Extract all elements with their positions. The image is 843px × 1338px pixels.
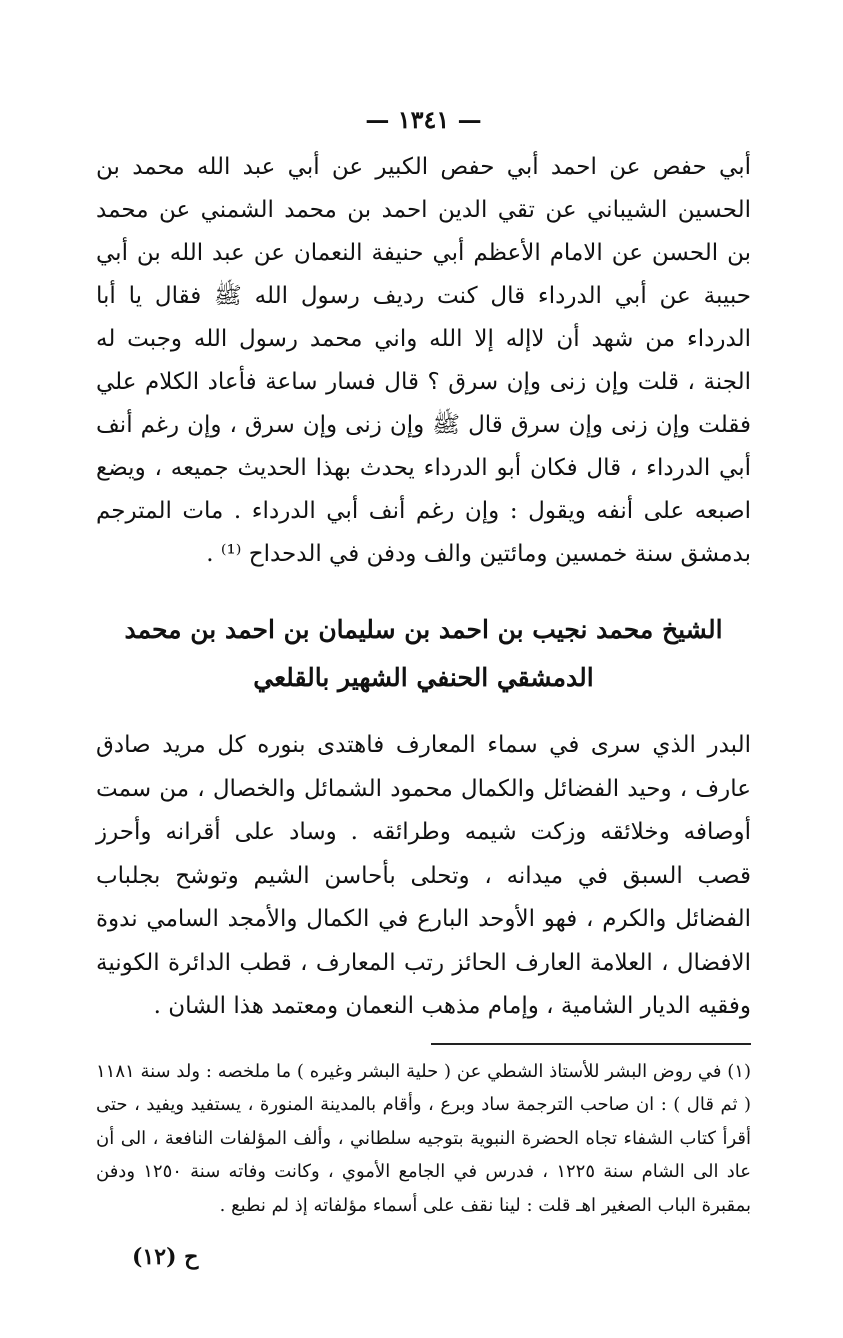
footnote: (١) في روض البشر للأستاذ الشطي عن ( حلية البشر وغيره ) ما ملخصه : ولد سنة ١١٨١ ( ثم قال ) : ان صاحب الترجمة ساد وبرع ، وأقام بالمدينة المنورة ، يستفيد ويفيد ، حتى أقرأ كتاب الشفاء تجاه الحضرة النبوية بتوجيه سلطاني ، وألف المؤلفات النافعة ، الى أن عاد الى الشام سنة ١٢٢٥ ، فدرس في الجامع الأموي ، وكانت وفاته سنة ١٢٥٠ ودفن بمقبرة الباب الصغير اهـ قلت : لينا نقف على أسماء مؤلفاته إذ لم نطبع .	[96, 1060, 751, 1216]
heading-line-name: الشيخ محمد نجيب بن احمد بن سليمان بن احمد بن محمد	[124, 615, 723, 644]
biography-heading	[96, 606, 751, 702]
paragraph-biography: البدر الذي سرى في سماء المعارف فاهتدى بنوره كل مريد صادق عارف ، وحيد الفضائل والكمال محمود الشمائل والخصال ، من سمت أوصافه وخلائقه وزكت شيمه وطرائقه . وساد على أقرانه وأحرز قصب السبق في ميدانه ، وتحلى بأحاسن الشيم وتوشح بجلباب الفضائل والكرم ، فهو الأوحد البارع في الكمال والأمجد السامي ندوة الافضال ، العلامة العارف الحائز رتب المعارف ، قطب الدائرة الكونية وفقيه الديار الشامية ، وإمام مذهب النعمان ومعتمد هذا الشان .	[96, 732, 752, 1019]
signature-mark: ح (١٢)	[132, 1244, 199, 1270]
footnote-divider	[431, 1043, 751, 1045]
paragraph-isnad: أبي حفص عن احمد أبي حفص الكبير عن أبي عبد الله محمد بن الحسين الشيباني عن تقي الدين احمد بن محمد الشمني عن محمد بن الحسن عن الامام الأعظم أبي حنيفة النعمان عن عبد الله بن أبي حبيبة عن أبي الدرداء قال كنت رديف رسول الله ﷺ فقال يا أبا الدرداء من شهد أن لاإله إلا الله واني محمد رسول الله وجبت له الجنة ، قلت وإن زنى وإن سرق ؟ قال فسار ساعة فأعاد الكلام علي فقلت وإن زنى وإن سرق قال ﷺ وإن زنى وإن سرق ، وإن رغم أنف أبي الدرداء ، قال فكان أبو الدرداء يحدث بهذا الحديث جميعه ، ويضع اصبعه على أنفه ويقول : وإن رغم أنف أبي الدرداء . مات المترجم بدمشق سنة خمسين ومائتين والف ودفن في الدحداح ⁽¹⁾ .	[96, 154, 751, 567]
page-number: — ١٣٤١ —	[365, 105, 482, 134]
heading-line-nisba: الدمشقي الحنفي الشهير بالقلعي	[253, 663, 594, 692]
